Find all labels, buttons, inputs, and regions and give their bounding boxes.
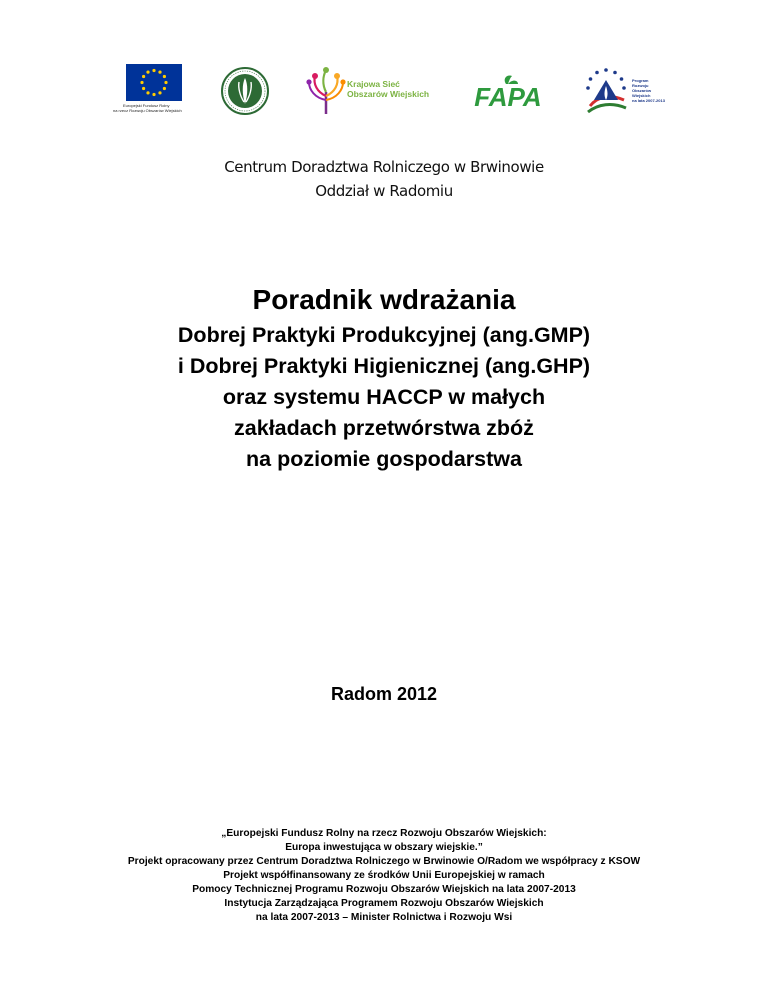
subtitle-line-3: oraz systemu HACCP w małych (222, 385, 546, 409)
document-subtitle (0, 320, 768, 475)
logo-row (110, 64, 670, 120)
subtitle-line-5: na poziomie gospodarstwa (246, 447, 522, 471)
funding-footer (0, 827, 768, 925)
subtitle-line-1: Dobrej Praktyki Produkcyjnej (ang.GMP) (177, 323, 591, 347)
ministry-logo (220, 66, 270, 116)
footer-line-3: Projekt opracowany przez Centrum Doradztwa Rolniczego w Brwinowie O/Radom we współpracy z KSOW (127, 856, 641, 867)
prow-logo (580, 66, 666, 118)
footer-line-4: Projekt współfinansowany ze środków Unii Europejskiej w ramach (223, 870, 545, 881)
ksow-tree-icon (305, 66, 347, 116)
ksow-line1: Krajowa Sieć (347, 79, 400, 89)
prow-text (632, 78, 666, 103)
fapa-text: FAPA (474, 82, 542, 108)
prow-logo-icon (580, 66, 632, 118)
ksow-line2: Obszarów Wiejskich (347, 89, 430, 99)
prow-line4: Wiejskich (632, 93, 651, 98)
ksow-logo (305, 66, 430, 116)
institution-name: Centrum Doradztwa Rolniczego w Brwinowie (224, 158, 544, 176)
document-title: Poradnik wdrażania (252, 284, 516, 315)
footer-line-5: Pomocy Technicznej Programu Rozwoju Obszarów Wiejskich na lata 2007-2013 (192, 884, 576, 895)
subtitle-line-4: zakładach przetwórstwa zbóż (234, 416, 534, 440)
eu-caption-line2: na rzecz Rozwoju Obszarów Wiejskich (113, 108, 182, 113)
institution-block (0, 155, 768, 203)
ministry-agriculture-seal-icon (220, 66, 270, 116)
subtitle-line-2: i Dobrej Praktyki Higienicznej (ang.GHP) (177, 354, 591, 378)
eu-caption (113, 103, 201, 113)
footer-line-1: „Europejski Fundusz Rolny na rzecz Rozwoju Obszarów Wiejskich: (221, 828, 547, 839)
fapa-logo (462, 74, 554, 108)
footer-line-6: Instytucja Zarządzająca Programem Rozwoju Obszarów Wiejskich (224, 898, 544, 909)
institution-branch: Oddział w Radomiu (315, 182, 453, 200)
prow-line1: Program (632, 78, 649, 83)
eu-logo (110, 64, 200, 114)
eu-flag-icon (126, 64, 182, 101)
ksow-text (347, 79, 429, 99)
footer-line-7: na lata 2007-2013 – Minister Rolnictwa i Rozwoju Wsi (255, 912, 513, 923)
footer-line-2: Europa inwestująca w obszary wiejskie.” (285, 842, 483, 853)
place-year: Radom 2012 (330, 684, 438, 704)
prow-line2: Rozwoju (632, 83, 649, 88)
prow-line3: Obszarów (632, 88, 652, 93)
fapa-logo-icon (462, 74, 554, 108)
eu-caption-line1: Europejski Fundusz Rolny (123, 103, 170, 108)
prow-line5: na lata 2007-2013 (632, 98, 665, 103)
